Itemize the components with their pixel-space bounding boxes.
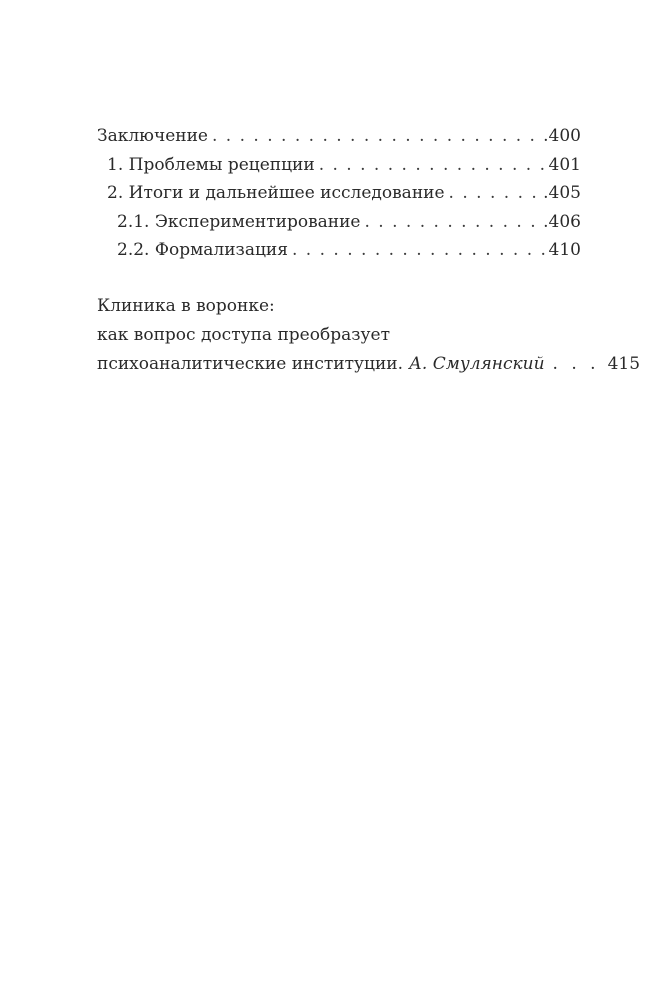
toc-entry-page: 410 <box>548 240 581 261</box>
toc-entry-title: Заключение <box>97 126 208 146</box>
toc-entry-formalization[interactable] <box>97 236 581 265</box>
essay-title-line-1: Клиника в воронке: <box>97 295 275 316</box>
toc-entry-page: .400 <box>543 126 581 146</box>
essay-author: А. Смулянский <box>409 353 545 374</box>
toc-entry-page: .406 <box>543 211 581 232</box>
toc-entry-experimentation[interactable] <box>97 208 581 237</box>
essay-title-text: психоаналитические институции. <box>97 353 404 374</box>
toc-entry-title: 2. Итоги и дальнейшее исследование <box>107 183 445 204</box>
dot-leader <box>361 208 544 237</box>
toc-entry-page: 401 <box>548 154 581 175</box>
toc-entry-title: 1. Проблемы рецепции <box>107 154 315 175</box>
toc-entry-title: 2.1. Экспериментирование <box>117 211 361 232</box>
dot-leader: . . . <box>552 353 600 374</box>
table-of-contents <box>97 122 641 379</box>
toc-entry-page: 415 <box>607 353 641 374</box>
dot-leader <box>445 179 544 208</box>
toc-entry-results-further-research[interactable] <box>97 179 581 208</box>
dot-leader <box>315 151 549 180</box>
dot-leader <box>288 236 549 265</box>
toc-entry-conclusion[interactable] <box>97 122 581 151</box>
section-gap <box>97 265 581 292</box>
toc-entry-title: 2.2. Формализация <box>117 240 288 261</box>
toc-entry-reception-problems[interactable] <box>97 151 581 180</box>
toc-entry-essay[interactable] <box>97 292 641 379</box>
dot-leader <box>208 122 543 151</box>
toc-entry-page: .405 <box>543 183 581 204</box>
essay-title-line-3 <box>97 350 641 379</box>
essay-title-line-2: как вопрос доступа преобразует <box>97 324 390 345</box>
